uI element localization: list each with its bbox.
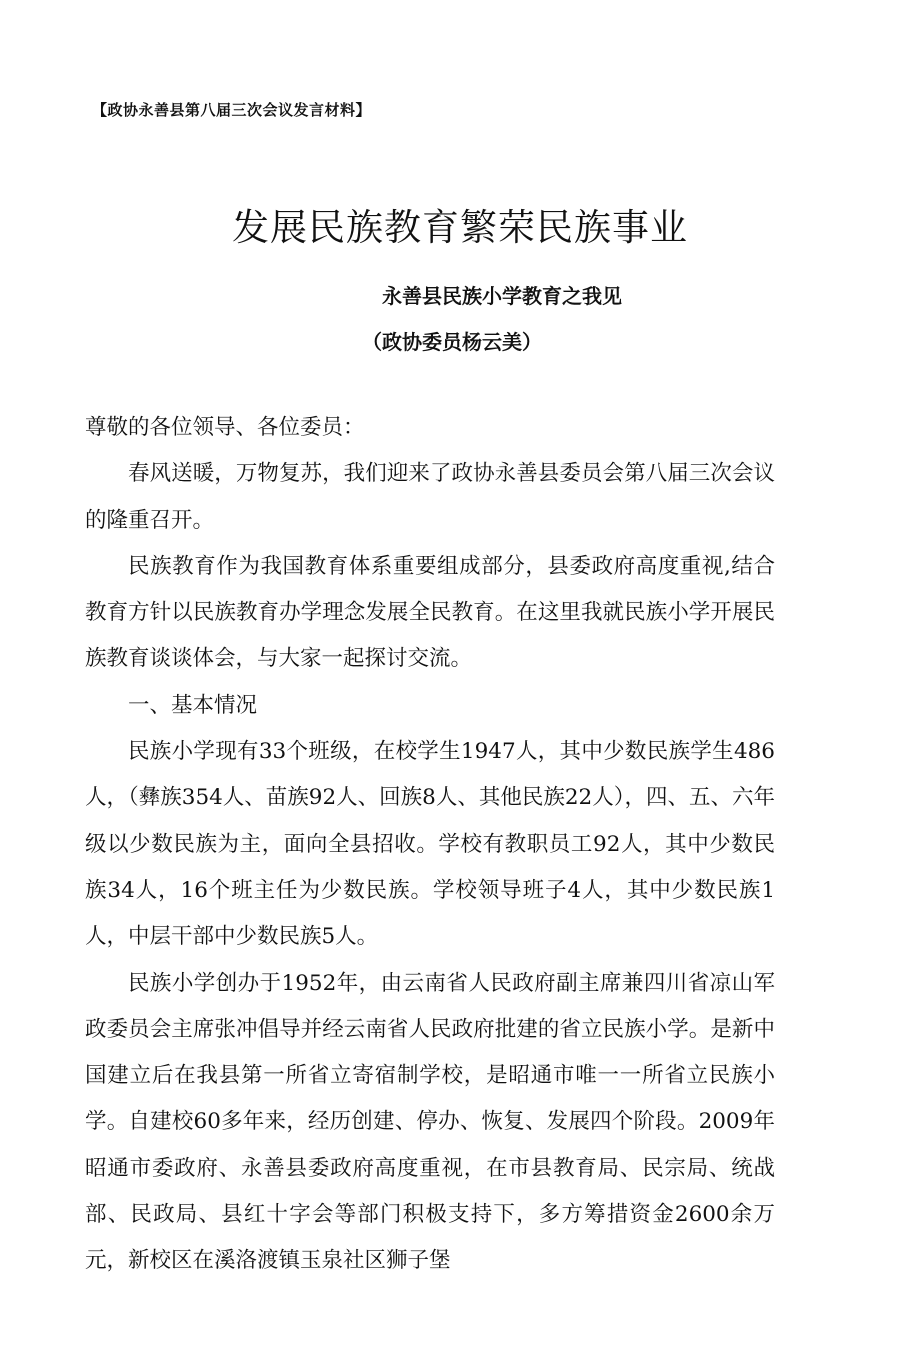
- section-heading-basic-situation: 一、基本情况: [128, 692, 258, 718]
- paragraph-history: 民族小学创办于1952年，由云南省人民政府副主席兼四川省凉山军政委员会主席张冲倡导并经云南省人民政府批建的省立民族小学。是新中国建立后在我县第一所省立寄宿制学校，是昭通市唯一一所省立民族小学。自建校60多年来，经历创建、停办、恢复、发展四个阶段。2009年昭通市委政府、永善县委政府高度重视，在市县教育局、民宗局、统战部、民政局、县红十字会等部门积极支持下，多方筹措资金2600余万元，新校区在溪洛渡镇玉泉社区狮子堡: [85, 970, 775, 1274]
- author-line: （政协委员杨云美）: [362, 330, 542, 354]
- subtitle: 永善县民族小学教育之我见: [382, 284, 622, 308]
- paragraph-statistics: 民族小学现有33个班级，在校学生1947人，其中少数民族学生486人，（彝族354人、苗族92人、回族8人、其他民族22人），四、五、六年级以少数民族为主，面向全县招收。学校有教职员工92人，其中少数民族34人，16个班主任为少数民族。学校领导班子4人，其中少数民族1人，中层干部中少数民族5人。: [85, 739, 775, 950]
- salutation: 尊敬的各位领导、各位委员：: [85, 415, 365, 440]
- body-text: [85, 405, 775, 1285]
- page-title: 发展民族教育繁荣民族事业: [232, 206, 688, 249]
- paragraph-intro: 民族教育作为我国教育体系重要组成部分，县委政府高度重视,结合教育方针以民族教育办学理念发展全民教育。在这里我就民族小学开展民族教育谈谈体会，与大家一起探讨交流。: [85, 553, 775, 672]
- paragraph-opening: 春风送暖，万物复苏，我们迎来了政协永善县委员会第八届三次会议的隆重召开。: [85, 461, 775, 533]
- header-note: 【政协永善县第八届三次会议发言材料】: [92, 101, 372, 119]
